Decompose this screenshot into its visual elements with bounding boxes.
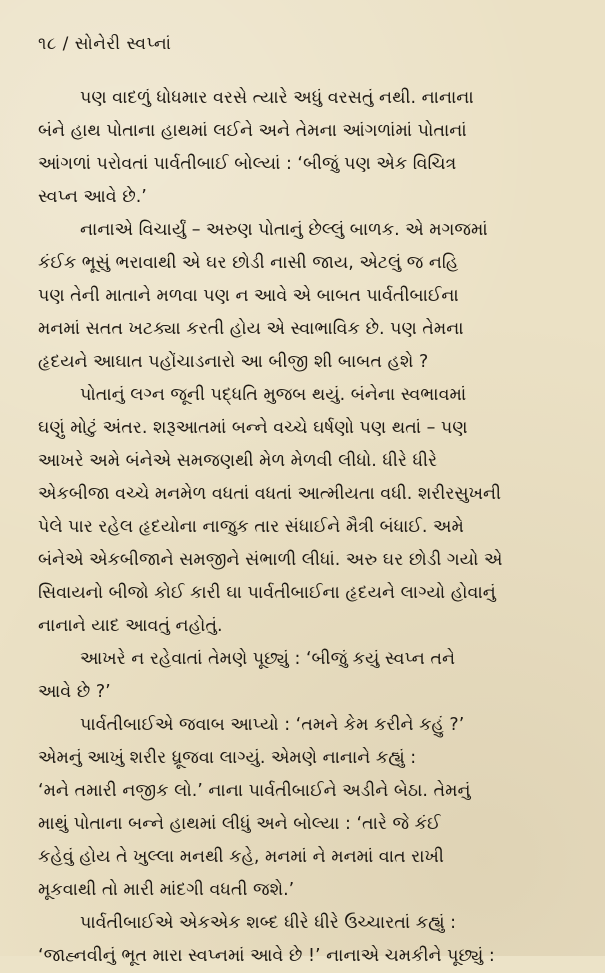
paragraph-6 xyxy=(38,907,561,973)
text-line: ‘મને તમારી નજીક લો.’ નાના પાર્વતીબાઈને અડીને બેઠા. તેમનું xyxy=(38,781,471,801)
text-line: સ્વપ્ન આવે છે.’ xyxy=(38,187,147,207)
text-line: મૂકવાથી તો મારી માંદગી વધતી જશે.’ xyxy=(38,880,295,900)
text-line: ‘જાહ્નવીનું ભૂત મારા સ્વપ્નમાં આવે છે !’ નાનાએ ચમકીને પૂછ્યું : xyxy=(38,946,495,966)
text-line: માથું પોતાના બન્ને હાથમાં લીધું અને બોલ્યા : ‘તારે જે કંઈ xyxy=(38,814,441,834)
text-line: નાનાને યાદ આવતું નહોતું. xyxy=(38,616,223,636)
text-line: બંનેએ એકબીજાને સમજીને સંભાળી લીધાં. અરુ ઘર છોડી ગયો એ xyxy=(38,550,503,570)
text-line: પેલે પાર રહેલ હૃદયોના નાજુક તાર સંધાઈને મૈત્રી બંધાઈ. અમે xyxy=(38,517,464,537)
text-line: પણ વાદળું ધોધમાર વરસે ત્યારે અધું વરસતું નથી. નાનાના xyxy=(80,88,474,108)
text-line: એકબીજા વચ્ચે મનમેળ વધતાં વધતાં આત્મીયતા વધી. શરીરસુખની xyxy=(38,484,502,504)
running-header: ૧૮ / સોનેરી સ્વપ્નાં xyxy=(38,34,172,54)
text-line: પાર્વતીબાઈએ જવાબ આપ્યો : ‘તમને કેમ કરીને કહું ?’ xyxy=(80,715,465,735)
text-line: આખરે ન રહેવાતાં તેમણે પૂછ્યું : ‘બીજું કયું સ્વપ્ન તને xyxy=(80,649,456,669)
text-line: સિવાયનો બીજો કોઈ કારી ઘા પાર્વતીબાઈના હૃદયને લાગ્યો હોવાનું xyxy=(38,583,496,603)
text-line: પોતાનું લગ્ન જૂની પદ્ધતિ મુજબ થયું. બંનેના સ્વભાવમાં xyxy=(80,385,467,405)
text-line: કંઈક ભૂસું ભરાવાથી એ ઘર છોડી નાસી જાય, એટલું જ નહિ xyxy=(38,253,459,273)
text-line: મનમાં સતત ખટક્યા કરતી હોય એ સ્વાભાવિક છે. પણ તેમના xyxy=(38,319,464,339)
text-line: આવે છે ?’ xyxy=(38,682,111,702)
text-line: કહેવું હોય તે ખુલ્લા મનથી કહે, મનમાં ને મનમાં વાત રાખી xyxy=(38,847,444,867)
text-line: આખરે અમે બંનેએ સમજણથી મેળ મેળવી લીધો. ધીરે ધીરે xyxy=(38,451,438,471)
text-line: એમનું આખું શરીર ધ્રૂજવા લાગ્યું. એમણે નાનાને કહ્યું : xyxy=(38,748,417,768)
paragraph-2 xyxy=(38,214,561,379)
text-line: પાર્વતીબાઈએ એકએક શબ્દ ધીરે ધીરે ઉચ્ચારતાં કહ્યું : xyxy=(80,913,457,933)
text-line: પણ તેની માતાને મળવા પણ ન આવે એ બાબત પાર્વતીબાઈના xyxy=(38,286,459,306)
paragraph-5 xyxy=(38,709,561,907)
text-line: બંને હાથ પોતાના હાથમાં લઈને અને તેમના આંગળાંમાં પોતાનાં xyxy=(38,121,467,141)
text-line: ઘણું મોટું અંતર. શરૂઆતમાં બન્ને વચ્ચે ઘર્ષણો પણ થતાં – પણ xyxy=(38,418,468,438)
paragraph-3 xyxy=(38,379,561,643)
text-line: નાનાએ વિચાર્યું – અરુણ પોતાનું છેલ્લું બાળક. એ મગજમાં xyxy=(80,220,488,240)
paragraph-1 xyxy=(38,82,561,214)
text-line: આંગળાં પરોવતાં પાર્વતીબાઈ બોલ્યાં : ‘બીજું પણ એક વિચિત્ર xyxy=(38,154,457,174)
paragraph-4 xyxy=(38,643,561,709)
text-line: હૃદયને આઘાત પહોંચાડનારો આ બીજી શી બાબત હશે ? xyxy=(38,352,429,372)
